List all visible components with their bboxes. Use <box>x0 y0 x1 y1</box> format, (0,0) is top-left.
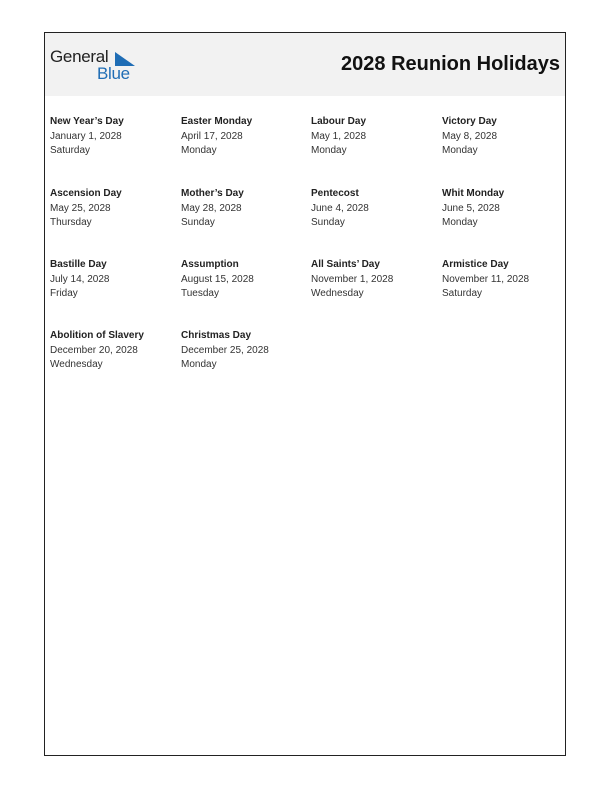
holiday-name: Bastille Day <box>50 259 107 270</box>
generalblue-logo <box>50 47 140 83</box>
holiday-name: All Saints’ Day <box>311 259 380 270</box>
holiday-weekday: Thursday <box>50 217 92 228</box>
holiday-date: June 4, 2028 <box>311 202 369 214</box>
holiday-entry <box>442 187 568 231</box>
holiday-weekday: Saturday <box>50 145 91 156</box>
page-title: 2028 Reunion Holidays <box>341 53 560 75</box>
holiday-entry <box>442 115 568 159</box>
holiday-entry <box>181 115 307 159</box>
holiday-entry <box>311 258 437 302</box>
holiday-weekday: Monday <box>311 145 347 156</box>
page-frame <box>44 32 566 756</box>
holiday-weekday: Tuesday <box>181 288 219 299</box>
holiday-date: December 20, 2028 <box>50 344 138 356</box>
holiday-date: December 25, 2028 <box>181 344 269 356</box>
holiday-entry <box>442 258 568 302</box>
holiday-entry <box>50 187 176 231</box>
holiday-name: Assumption <box>181 259 239 270</box>
holiday-name: Abolition of Slavery <box>50 330 144 341</box>
holiday-entry <box>50 115 176 159</box>
holiday-name: Easter Monday <box>181 116 253 127</box>
holiday-name: Whit Monday <box>442 188 505 199</box>
holiday-entry <box>311 187 437 231</box>
holiday-weekday: Wednesday <box>50 359 103 370</box>
holiday-date: April 17, 2028 <box>181 130 243 142</box>
holiday-entry <box>181 329 307 373</box>
holiday-name: Christmas Day <box>181 330 252 341</box>
holiday-entry <box>50 258 176 302</box>
holiday-weekday: Monday <box>181 359 217 370</box>
holiday-name: New Year’s Day <box>50 116 124 127</box>
holiday-date: January 1, 2028 <box>50 130 122 142</box>
holiday-weekday: Monday <box>442 217 478 228</box>
header-band <box>45 33 565 96</box>
holiday-date: July 14, 2028 <box>50 273 110 285</box>
holiday-date: August 15, 2028 <box>181 273 254 285</box>
logo-word-general: General <box>50 47 109 66</box>
holiday-date: May 28, 2028 <box>181 202 242 214</box>
holiday-entry <box>181 258 307 302</box>
holiday-date: November 11, 2028 <box>442 273 530 285</box>
holiday-name: Labour Day <box>311 116 367 127</box>
logo-word-blue: Blue <box>97 64 130 83</box>
holiday-date: May 25, 2028 <box>50 202 111 214</box>
holiday-weekday: Wednesday <box>311 288 364 299</box>
holiday-entry <box>50 329 176 373</box>
holiday-date: November 1, 2028 <box>311 273 394 285</box>
holiday-entry <box>181 187 307 231</box>
holiday-weekday: Monday <box>442 145 478 156</box>
holiday-name: Armistice Day <box>442 259 509 270</box>
holiday-weekday: Friday <box>50 288 78 299</box>
holiday-name: Victory Day <box>442 116 497 127</box>
holiday-weekday: Saturday <box>442 288 483 299</box>
holiday-date: May 8, 2028 <box>442 130 498 142</box>
holiday-grid <box>50 115 570 405</box>
holiday-date: June 5, 2028 <box>442 202 500 214</box>
holiday-weekday: Sunday <box>311 217 345 228</box>
holiday-weekday: Monday <box>181 145 217 156</box>
holiday-name: Mother’s Day <box>181 188 244 199</box>
holiday-date: May 1, 2028 <box>311 130 367 142</box>
holiday-entry <box>311 115 437 159</box>
holiday-name: Ascension Day <box>50 188 122 199</box>
holiday-weekday: Sunday <box>181 217 215 228</box>
holiday-name: Pentecost <box>311 188 359 199</box>
